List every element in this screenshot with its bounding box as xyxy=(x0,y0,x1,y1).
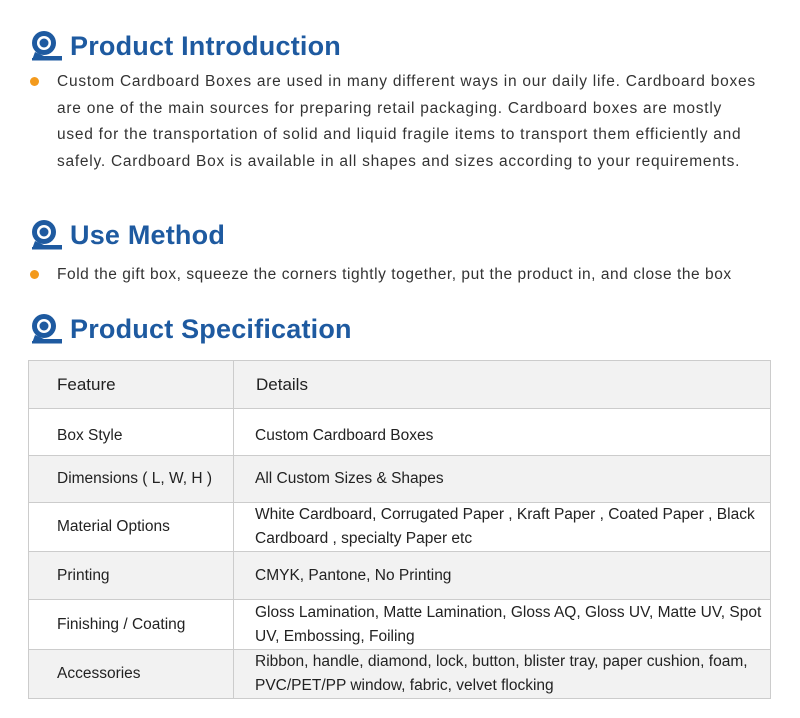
table-row xyxy=(29,552,771,600)
section-header-use-method xyxy=(30,219,225,251)
intro-bullet xyxy=(30,69,770,175)
section-header-product-specification xyxy=(30,313,352,345)
section-header-product-introduction xyxy=(30,30,341,62)
details-cell: White Cardboard, Corrugated Paper , Kraft Paper , Coated Paper , Black Cardboard , specialty Paper etc xyxy=(234,503,771,552)
bullet-dot xyxy=(30,270,39,279)
tape-roll-icon xyxy=(30,30,64,62)
tape-roll-icon xyxy=(30,313,64,345)
details-cell: All Custom Sizes & Shapes xyxy=(234,456,771,503)
section-title: Use Method xyxy=(70,219,226,250)
feature-cell: Dimensions ( L, W, H ) xyxy=(29,456,234,503)
bullet-dot xyxy=(30,77,39,86)
specification-table xyxy=(28,360,771,699)
use-paragraph: Fold the gift box, squeeze the corners tightly together, put the product in, and close the box xyxy=(57,266,732,283)
feature-cell: Accessories xyxy=(29,650,234,699)
table-row xyxy=(29,600,771,650)
details-cell: Ribbon, handle, diamond, lock, button, blister tray, paper cushion, foam, PVC/PET/PP window, fabric, velvet flocking xyxy=(234,650,771,699)
details-cell: Custom Cardboard Boxes xyxy=(234,409,771,456)
feature-cell: Material Options xyxy=(29,503,234,552)
use-bullet xyxy=(30,262,800,289)
column-header-feature: Feature xyxy=(29,361,234,409)
table-row xyxy=(29,503,771,552)
tape-roll-icon xyxy=(30,219,64,251)
table-row xyxy=(29,456,771,503)
table-header-row xyxy=(29,361,771,409)
table-row xyxy=(29,650,771,699)
section-title: Product Specification xyxy=(70,313,352,344)
feature-cell: Box Style xyxy=(29,409,234,456)
intro-paragraph: Custom Cardboard Boxes are used in many different ways in our daily life. Cardboard boxes are one of the main sources for preparing retail packaging. Cardboard boxes are mostly used for the transportation of solid and liquid fragile items to transport them efficiently and safely. Cardboard Box is available in all shapes and sizes according to your requirements. xyxy=(57,73,756,170)
feature-cell: Printing xyxy=(29,552,234,600)
details-cell: Gloss Lamination, Matte Lamination, Gloss AQ, Gloss UV, Matte UV, Spot UV, Embossing, Foiling xyxy=(234,600,771,650)
details-cell: CMYK, Pantone, No Printing xyxy=(234,552,771,600)
table-row xyxy=(29,409,771,456)
feature-cell: Finishing / Coating xyxy=(29,600,234,650)
column-header-details: Details xyxy=(234,361,771,409)
section-title: Product Introduction xyxy=(70,30,341,61)
